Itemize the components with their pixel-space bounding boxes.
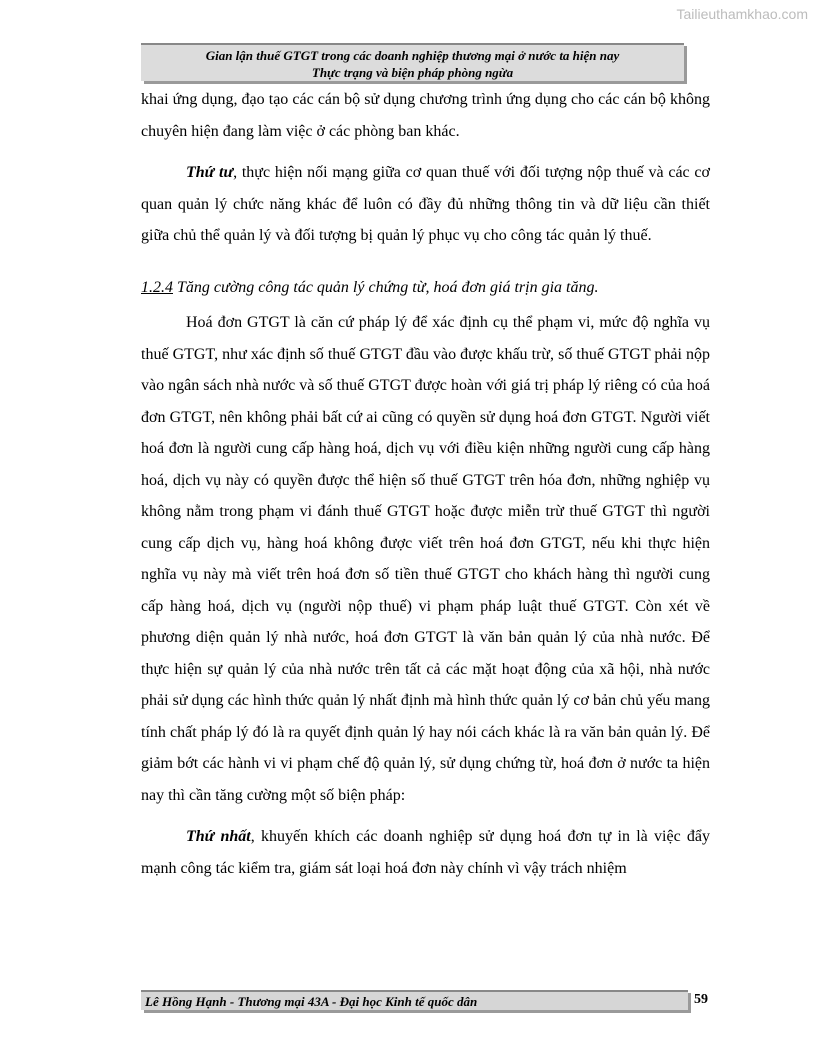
paragraph-text: , khuyến khích các doanh nghiệp sử dụng hoá đơn tự in là việc đẩy mạnh công tác kiểm tra, giám sát loại hoá đơn này chính vì vậy trách nhiệm xyxy=(141,828,711,877)
section-heading xyxy=(141,272,710,304)
paragraph-thu-nhat xyxy=(141,821,710,884)
watermark: Tailieuthamkhao.com xyxy=(676,6,808,22)
section-title: Tăng cường công tác quản lý chứng từ, hoá đơn giá trịn gia tăng. xyxy=(173,278,599,296)
paragraph-main: Hoá đơn GTGT là căn cứ pháp lý để xác định cụ thể phạm vi, mức độ nghĩa vụ thuế GTGT, như xác định số thuế GTGT đầu vào được khấu trừ, số thuế GTGT phải nộp vào ngân sách nhà nước và số thuế GTGT được hoàn với giá trị pháp lý riêng có của hoá đơn GTGT, nên không phải bất cứ ai cũng có quyền sử dụng hoá đơn GTGT. Người viết hoá đơn là người cung cấp hàng hoá, dịch vụ với điều kiện những người cung cấp hàng hoá, dịch vụ này có quyền được thể hiện số thuế GTGT trên hóa đơn, những nghiệp vụ không nằm trong phạm vi đánh thuế GTGT hoặc được miễn trừ thuế GTGT thì người cung cấp dịch vụ, hàng hoá không được viết trên hoá đơn GTGT, nếu khi thực hiện nghĩa vụ này mà viết trên hoá đơn số tiền thuế GTGT cho khách hàng thì người cung cấp hàng hoá, dịch vụ (người nộp thuế) vi phạm pháp luật thuế GTGT. Còn xét về phương diện quản lý nhà nước, hoá đơn GTGT là văn bản quản lý của nhà nước. Để thực hiện sự quản lý của nhà nước trên tất cả các mặt hoạt động của xã hội, nhà nước phải sử dụng các hình thức quản lý nhất định mà hình thức quản lý cơ bản chủ yếu mang tính chất pháp lý đó là ra quyết định quản lý hay nói cách khác là ra văn bản quản lý. Để giảm bớt các hành vi vi phạm chế độ quản lý, sử dụng chứng từ, hoá đơn ở nước ta hiện nay thì cần tăng cường một số biện pháp: xyxy=(141,314,710,804)
document-body xyxy=(141,84,710,884)
section-number: 1.2.4 xyxy=(141,278,173,296)
paragraph-thu-tu xyxy=(141,157,710,252)
header-line-2: Thực trạng và biện pháp phòng ngừa xyxy=(311,65,514,80)
paragraph-lead: Thứ nhất xyxy=(186,828,251,845)
paragraph-continuation: khai ứng dụng, đạo tạo các cán bộ sử dụng chương trình ứng dụng cho các cán bộ không chuyên hiện đang làm việc ở các phòng ban khác. xyxy=(141,91,710,140)
page-header xyxy=(141,43,684,81)
paragraph-text: , thực hiện nối mạng giữa cơ quan thuế với đối tượng nộp thuế và các cơ quan quản lý chức năng khác để luôn có đầy đủ những thông tin và dữ liệu cần thiết giữa chủ thể quản lý và đối tượng bị quản lý phục vụ cho công tác quản lý thuế. xyxy=(141,164,710,244)
page-footer: Lê Hồng Hạnh - Thương mại 43A - Đại học Kinh tế quốc dân xyxy=(141,990,688,1010)
page-number: 59 xyxy=(694,992,708,1007)
header-line-1: Gian lận thuế GTGT trong các doanh nghiệp thương mại ở nước ta hiện nay xyxy=(205,48,620,63)
paragraph-lead: Thứ tư xyxy=(186,164,234,181)
